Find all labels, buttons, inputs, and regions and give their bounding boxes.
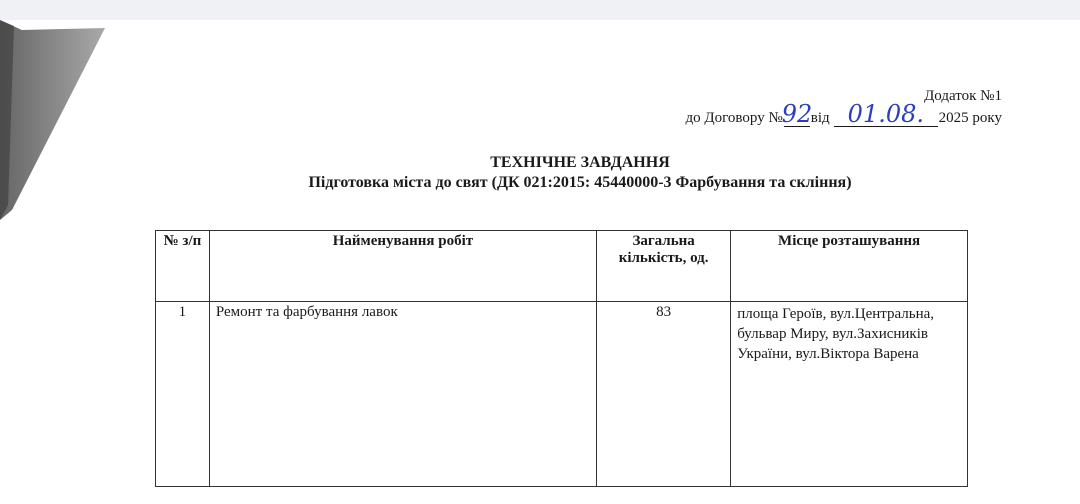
contract-date-blank [834, 100, 938, 128]
contract-reference [685, 100, 1002, 128]
cell-name: Ремонт та фарбування лавок [209, 302, 596, 487]
document-title: ТЕХНІЧНЕ ЗАВДАННЯ [490, 154, 670, 171]
contract-number-handwritten: 92 [781, 100, 813, 128]
document-page [0, 20, 1080, 504]
cell-place: площа Героїв, вул.Центральна, бульвар Миру, вул.Захисників України, вул.Віктора Варена [731, 302, 968, 487]
cell-num: 1 [156, 302, 210, 487]
cell-qty: 83 [597, 302, 731, 487]
contract-number-blank [781, 100, 813, 128]
table-header-row [156, 231, 968, 302]
viewer-top-bar [0, 0, 1080, 20]
header-name: Найменування робіт [209, 231, 596, 302]
header-qty: Загальна кількість, од. [597, 231, 731, 302]
contract-from: від [810, 110, 830, 126]
contract-prefix: до Договору № [685, 110, 783, 126]
scan-edge-shadow [0, 20, 110, 250]
works-table [155, 230, 968, 487]
annex-label: Додаток №1 [924, 88, 1002, 104]
contract-year: 2025 року [938, 110, 1002, 126]
document-subtitle: Підготовка міста до свят (ДК 021:2015: 45440000-3 Фарбування та скління) [308, 174, 852, 191]
table-row [156, 302, 968, 487]
contract-date-handwritten: 01.08. [847, 100, 925, 128]
header-num: № з/п [156, 231, 210, 302]
header-place: Місце розташування [731, 231, 968, 302]
